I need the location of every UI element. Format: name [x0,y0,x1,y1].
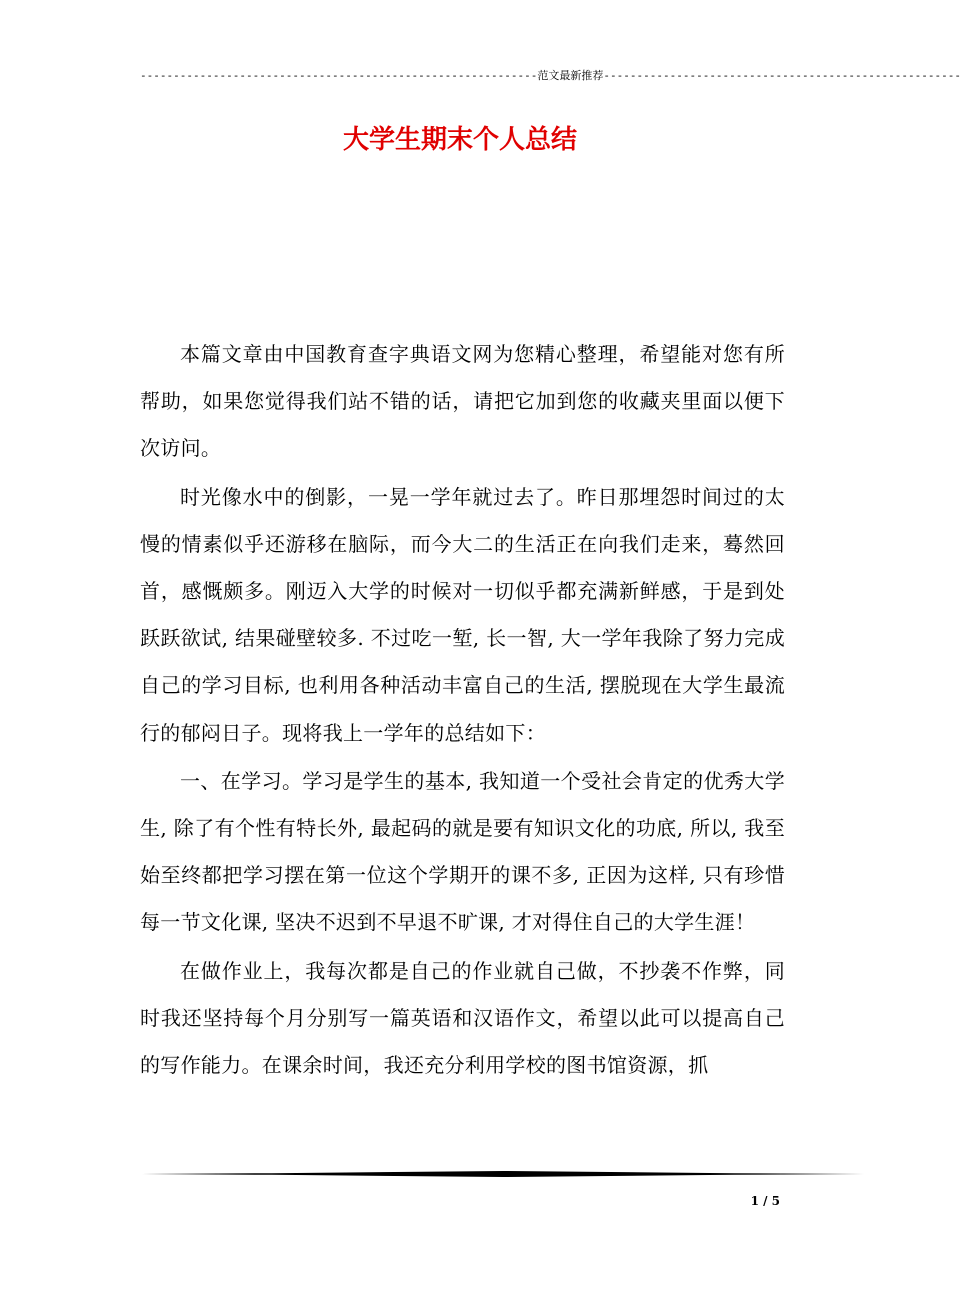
paragraph-reflection: 时光像水中的倒影，一晃一学年就过去了。昨日那埋怨时间过的太慢的情素似乎还游移在脑际，而今大二的生活正在向我们走来，蓦然回首，感慨颇多。刚迈入大学的时候对一切似乎都充满新鲜感，于是到处跃跃欲试, 结果碰壁较多. 不过吃一堑, 长一智, 大一学年我除了努力完成自己的学习目标, 也利用各种活动丰富自己的生活, 摆脱现在大学生最流行的郁闷日子。现将我上一学年的总结如下： [140,484,785,745]
paragraph-homework: 在做作业上，我每次都是自己的作业就自己做，不抄袭不作弊，同时我还坚持每个月分别写一篇英语和汉语作文，希望以此可以提高自己的写作能力。在课余时间，我还充分利用学校的图书馆资源，抓 [140,958,785,1078]
footer-divider [142,1171,864,1177]
document-title: 大学生期末个人总结 [342,125,577,155]
page-number: 1 / 5 [750,1194,780,1208]
paragraph-intro: 本篇文章由中国教育查字典语文网为您精心整理，希望能对您有所帮助，如果您觉得我们站不错的话，请把它加到您的收藏夹里面以便下次访问。 [140,342,785,461]
page-header-line: ------------------------------------------------------------范文最新推荐------------------------------------------------------ [140,69,961,82]
paragraph-study: 一、在学习。学习是学生的基本, 我知道一个受社会肯定的优秀大学生, 除了有个性有特长外, 最起码的就是要有知识文化的功底, 所以, 我至始至终都把学习摆在第一位这个学期开的课不多, 正因为这样, 只有珍惜每一节文化课, 坚决不迟到不早退不旷课, 才对得住自己的大学生涯！ [140,768,785,935]
document-body [140,331,785,1090]
